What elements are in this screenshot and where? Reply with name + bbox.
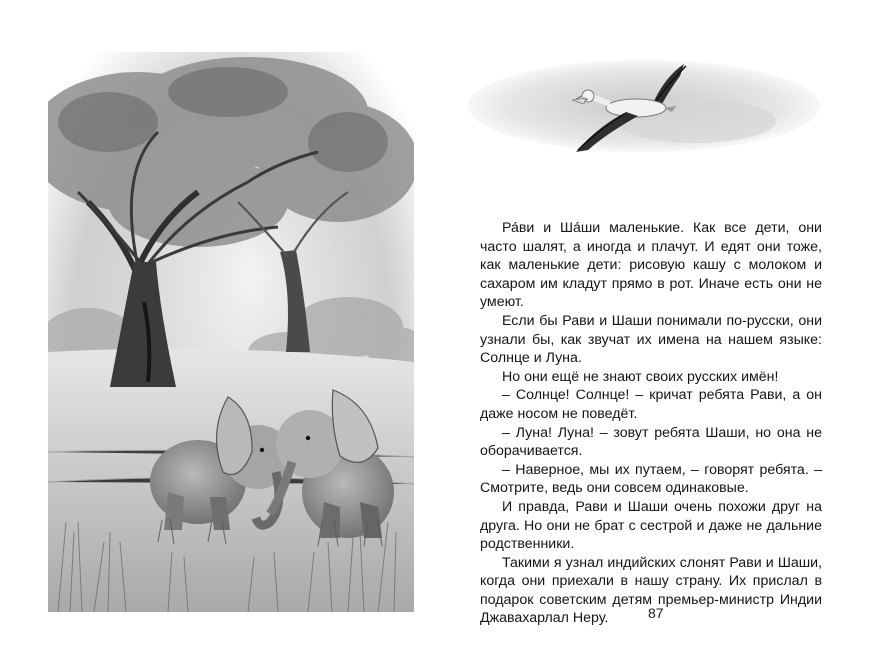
paragraph: – Луна! Луна! – зовут ребята Шаши, но она не оборачивается. [480, 424, 822, 460]
paragraph: Если бы Рави и Шаши понимали по-русски, они узнали бы, как звучат их имена на нашем языке: Солнце и Луна. [480, 312, 822, 367]
story-text [480, 219, 822, 628]
page-number [0, 605, 880, 621]
paragraph: Но они ещё не знают своих русских имён! [502, 368, 779, 385]
paragraph: Такими я узнал индийских слонят Рави и Шаши, когда они приехали в нашу страну. Их прислал в подарок советским детям премьер-министр Индии Джавахарлал Неру. [480, 554, 822, 627]
paragraph: – Солнце! Солнце! – кричат ребята Рави, а он даже носом не поведёт. [480, 387, 822, 422]
elephants-illustration [48, 52, 414, 612]
pelican-illustration [466, 46, 822, 196]
page-number-value: 87 [648, 605, 664, 621]
paragraph: – Наверное, мы их путаем, – говорят ребята. – Смотрите, ведь они совсем одинаковые. [480, 461, 822, 497]
paragraph: И правда, Рави и Шаши очень похожи друг на друга. Но они не брат с сестрой и даже не дальние родственники. [480, 498, 822, 553]
paragraph: Ра́ви и Ша́ши маленькие. Как все дети, они часто шалят, а иногда и плачут. И едят они тоже, как маленькие дети: рисовую кашу с молоком и сахаром им кладут прямо в рот. Иначе есть они не умеют. [480, 220, 822, 311]
